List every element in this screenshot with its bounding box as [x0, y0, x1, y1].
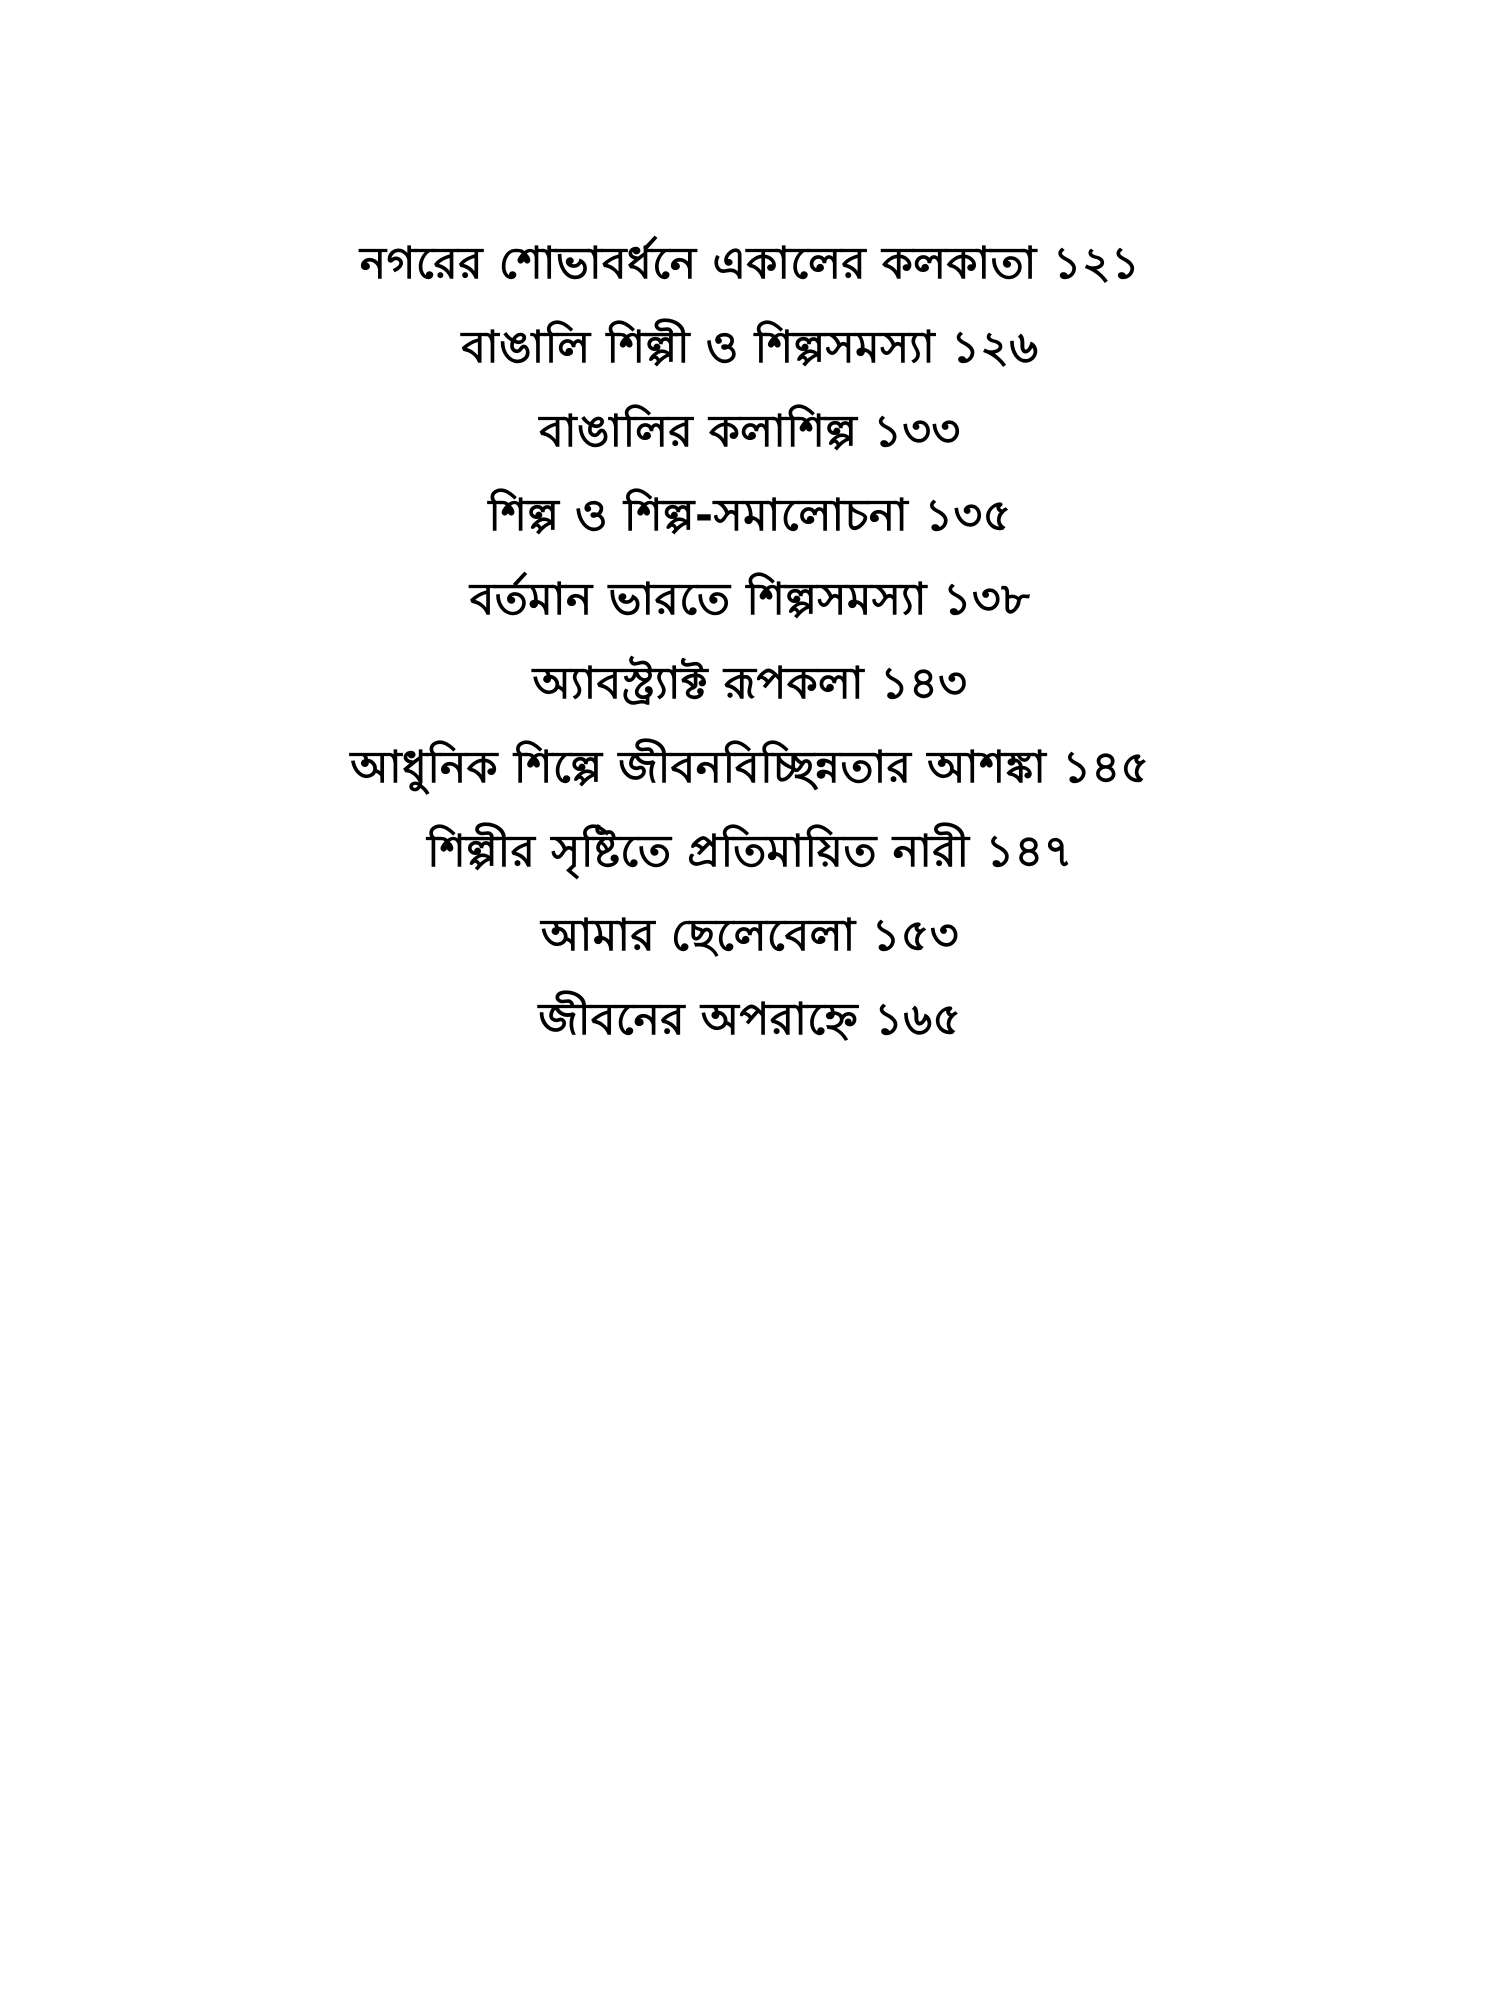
toc-entry — [0, 988, 1500, 1072]
toc-entry-page-number: ১৪৭ — [985, 826, 1073, 877]
toc-entry — [0, 484, 1500, 568]
toc-entry-title: আমার ছেলেবেলা — [541, 910, 856, 961]
toc-entry — [0, 232, 1500, 316]
toc-entry-page-number: ১৩৮ — [942, 574, 1031, 625]
toc-entry-title: নগরের শোভাবর্ধনে একালের কলকাতা — [359, 238, 1037, 289]
toc-entry — [0, 820, 1500, 904]
toc-entry-title: বাঙালির কলাশিল্প — [539, 406, 858, 457]
toc-entry-page-number: ১৩৩ — [873, 406, 961, 457]
toc-entry — [0, 400, 1500, 484]
toc-entry — [0, 904, 1500, 988]
toc-entry-page-number: ১২১ — [1052, 238, 1141, 289]
toc-entry-title: বাঙালি শিল্পী ও শিল্পসমস্যা — [461, 322, 936, 373]
toc-entry-page-number: ১৬৫ — [874, 994, 962, 1045]
toc-entry-title: অ্যাবস্ট্র্যাক্ট রূপকলা — [532, 658, 865, 709]
toc-entry-title: আধুনিক শিল্পে জীবনবিচ্ছিন্নতার আশঙ্কা — [350, 742, 1047, 793]
toc-entry-page-number: ১৪৩ — [880, 658, 968, 709]
toc-entry-page-number: ১৫৩ — [871, 910, 959, 961]
toc-entry-page-number: ১৪৫ — [1062, 742, 1150, 793]
table-of-contents — [0, 232, 1500, 1072]
toc-entry-page-number: ১২৬ — [951, 322, 1039, 373]
toc-entry-page-number: ১৩৫ — [924, 490, 1012, 541]
toc-entry — [0, 736, 1500, 820]
toc-entry — [0, 652, 1500, 736]
toc-entry-title: শিল্প ও শিল্প-সমালোচনা — [488, 490, 909, 541]
toc-entry — [0, 316, 1500, 400]
toc-entry-title: শিল্পীর সৃষ্টিতে প্রতিমায়িত নারী — [427, 826, 970, 877]
toc-entry-title: জীবনের অপরাহ্নে — [538, 994, 859, 1045]
toc-entry — [0, 568, 1500, 652]
toc-entry-title: বর্তমান ভারতে শিল্পসমস্যা — [469, 574, 927, 625]
